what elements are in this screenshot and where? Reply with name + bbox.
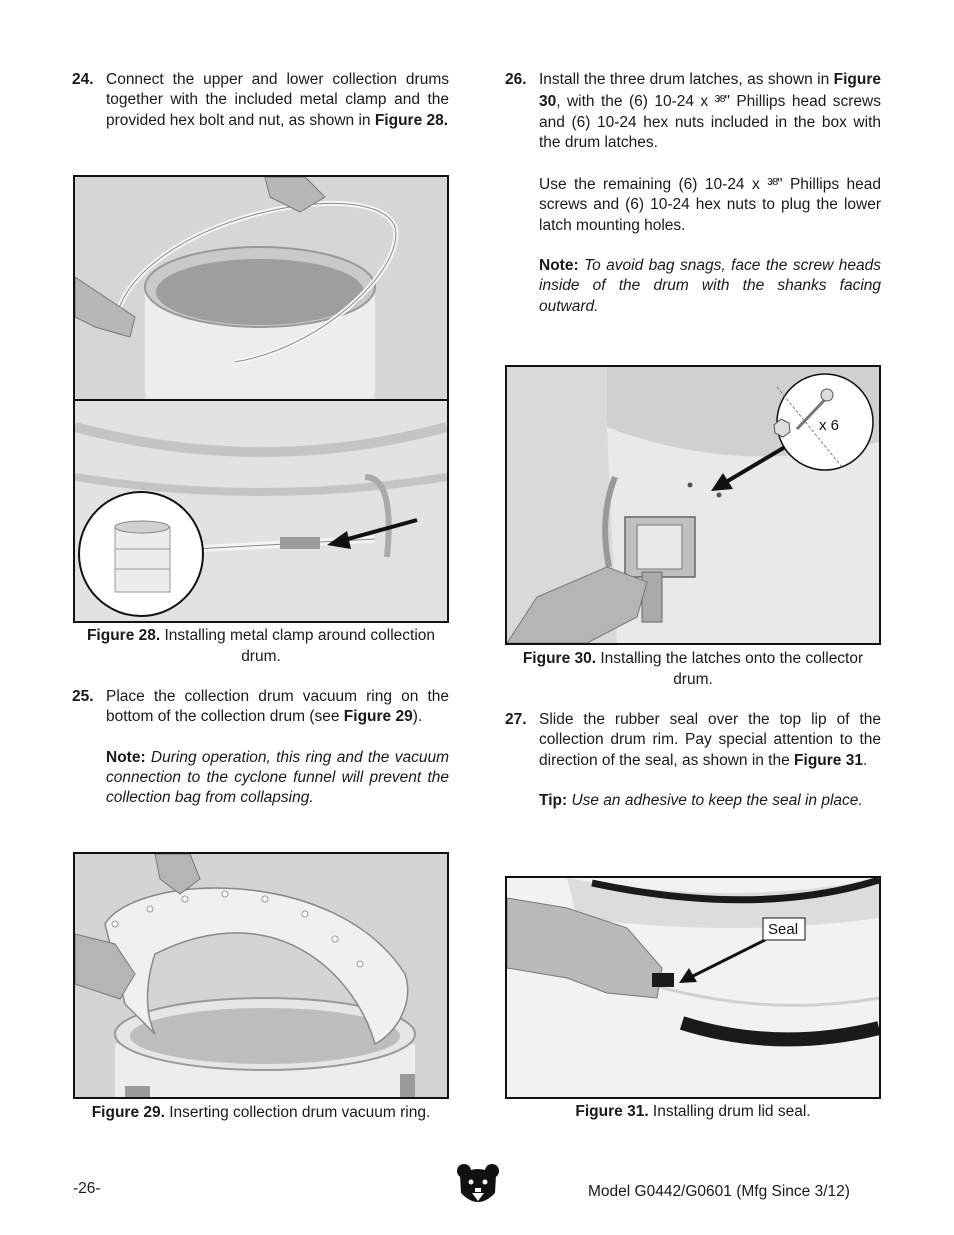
note-label: Note:	[539, 257, 579, 275]
figure-label: Figure 31.	[575, 1103, 649, 1120]
step-27	[505, 710, 881, 811]
step-text-p2: Use the remaining (6) 10-24 x	[539, 176, 768, 194]
step-text-p2-end: " Phillips head screws and (6) 10-24 hex nuts to plug the lower latch mounting holes.	[539, 176, 882, 234]
figure-label: Figure 28.	[86, 627, 161, 644]
step-text: Install the three drum latches, as shown in	[539, 71, 834, 88]
seal-callout: Seal	[768, 921, 799, 938]
figure-29-image	[73, 852, 449, 1099]
figure-label: Figure 29.	[91, 1104, 165, 1121]
figure-28-image	[73, 175, 449, 623]
figure-ref: Figure 30	[539, 71, 881, 111]
figure-31-image	[505, 876, 881, 1099]
step-number: 27.	[505, 711, 527, 728]
note-label: Note:	[106, 748, 146, 766]
tip-text: Use an adhesive to keep the seal in place.	[571, 791, 863, 809]
step-26	[505, 70, 881, 317]
step-25	[72, 687, 449, 808]
note-text: To avoid bag snags, face the screw heads inside of the drum with the shanks facing outward.	[539, 257, 881, 315]
figure-31-caption	[505, 1101, 881, 1122]
tip-label: Tip:	[539, 791, 568, 809]
step-text: Slide the rubber seal over the top lip of the collection drum rim. Pay special attention to the direction of the seal, as shown in the	[539, 711, 881, 769]
model-info: Model G0442/G0601 (Mfg Since 3/12)	[588, 1183, 850, 1200]
figure-ref: Figure 29	[343, 708, 413, 726]
step-number: 24.	[72, 71, 94, 88]
step-text-end: .	[862, 751, 868, 769]
step-number: 26.	[505, 71, 527, 88]
quantity-callout: x 6	[819, 417, 840, 434]
step-number: 25.	[72, 688, 94, 705]
caption-text: Installing the latches onto the collector drum.	[596, 650, 864, 688]
figure-30-image	[505, 365, 881, 645]
figure-label: Figure 30.	[522, 650, 597, 667]
figure-30-caption	[505, 648, 881, 690]
figure-ref: Figure 31	[794, 751, 863, 769]
figure-29-caption	[73, 1102, 449, 1123]
caption-text: Inserting collection drum vacuum ring.	[164, 1104, 431, 1121]
figure-ref: Figure 28.	[374, 111, 449, 129]
caption-text: Installing metal clamp around collection drum.	[160, 627, 436, 665]
page-number: -26-	[73, 1180, 101, 1197]
step-24	[72, 70, 449, 131]
bear-logo-icon	[455, 1163, 501, 1209]
step-text: Connect the upper and lower collection drums together with the included metal clamp and the provided hex bolt and nut, as shown in	[106, 71, 449, 129]
step-text: Place the collection drum vacuum ring on the bottom of the collection drum (see	[106, 688, 449, 726]
figure-28-caption	[73, 625, 449, 667]
step-text-2: , with the (6) 10-24 x	[556, 93, 715, 111]
step-text-end: ).	[412, 708, 423, 726]
step-text-3: " Phillips head screws and (6) 10-24 hex nuts included in the box with the drum latches.	[539, 93, 881, 151]
note-text: During operation, this ring and the vacuum connection to the cyclone funnel will prevent the collection bag from collapsing.	[106, 748, 449, 807]
fraction: 3⁄8	[714, 94, 725, 106]
caption-text: Installing drum lid seal.	[648, 1103, 811, 1120]
fraction: 3⁄8	[767, 177, 778, 189]
